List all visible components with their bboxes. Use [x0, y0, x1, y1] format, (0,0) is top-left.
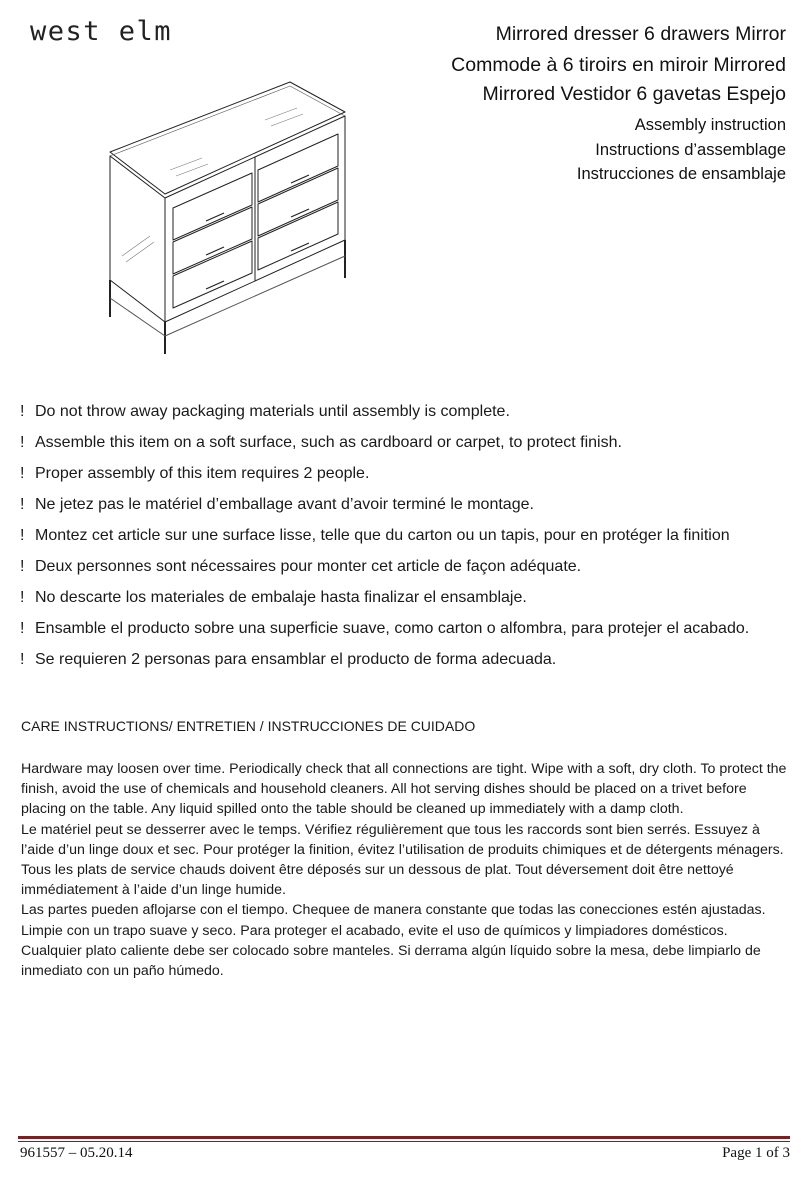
care-paragraph-es-2: Limpie con un trapo suave y seco. Para proteger el acabado, evite el uso de químicos y limpiadores domésticos. Cualquier plato caliente debe ser colocado sobre manteles. Si derrama algún líquido sobre la mesa, debe limpiarlo de inmediato con un paño húmedo. [21, 922, 761, 980]
warning-text: Proper assembly of this item requires 2 people. [35, 465, 370, 482]
care-paragraph-es-1: Las partes pueden aflojarse con el tiempo. Chequee de manera constante que todas las conecciones estén ajustadas. [21, 902, 766, 919]
warning-list [20, 396, 800, 675]
product-title-fr: Commode à 6 tiroirs en miroir Mirrored [451, 54, 786, 76]
warning-item [20, 613, 800, 644]
page-number: Page 1 of 3 [722, 1145, 790, 1161]
warning-text: Se requieren 2 personas para ensamblar el producto de forma adecuada. [35, 651, 557, 668]
product-title-es: Mirrored Vestidor 6 gavetas Espejo [482, 83, 786, 105]
warning-text: Ne jetez pas le matériel d’emballage avant d’avoir terminé le montage. [35, 496, 534, 513]
warning-item [20, 582, 800, 613]
warning-text: Assemble this item on a soft surface, such as cardboard or carpet, to protect finish. [35, 434, 622, 451]
care-paragraph-fr: Le matériel peut se desserrer avec le temps. Vérifiez régulièrement que tous les raccords sont bien serrés. Essuyez à l’aide d’un linge doux et sec. Pour protéger la finition, évitez l’utilisation de produits chimiques et de détergents ménagers. Tous les plats de service chauds doivent être déposés sur un dessous de plat. Tout déversement doit être nettoyé immédiatement à l’aide d’un linge humide. [21, 821, 784, 899]
product-title-en: Mirrored dresser 6 drawers Mirror [495, 23, 786, 45]
warning-text: Montez cet article sur une surface lisse, telle que du carton ou un tapis, pour en protéger la finition [35, 527, 730, 544]
warning-marker: ! [20, 589, 25, 606]
warning-item [20, 396, 800, 427]
care-heading: CARE INSTRUCTIONS/ ENTRETIEN / INSTRUCCIONES DE CUIDADO [21, 718, 476, 734]
warning-marker: ! [20, 527, 25, 544]
footer-divider-thin [18, 1141, 790, 1142]
document-code: 961557 – 05.20.14 [20, 1145, 133, 1161]
warning-item [20, 551, 800, 582]
subtitle-en: Assembly instruction [634, 116, 786, 134]
warning-text: Ensamble el producto sobre una superficie suave, como carton o alfombra, para protejer el acabado. [35, 620, 750, 637]
title-block [451, 20, 786, 187]
warning-marker: ! [20, 403, 25, 420]
warning-marker: ! [20, 434, 25, 451]
warning-item [20, 644, 800, 675]
brand-logo: west elm [30, 16, 173, 47]
warning-text: Deux personnes sont nécessaires pour monter cet article de façon adéquate. [35, 558, 582, 575]
warning-text: Do not throw away packaging materials until assembly is complete. [35, 403, 510, 420]
warning-item [20, 458, 800, 489]
warning-item [20, 427, 800, 458]
footer-divider [18, 1136, 790, 1139]
dresser-illustration [100, 72, 360, 362]
warning-marker: ! [20, 620, 25, 637]
warning-text: No descarte los materiales de embalaje hasta finalizar el ensamblaje. [35, 589, 527, 606]
warning-marker: ! [20, 651, 25, 668]
warning-marker: ! [20, 496, 25, 513]
warning-item [20, 489, 800, 520]
warning-item [20, 520, 800, 551]
care-instructions [21, 759, 789, 981]
subtitle-es: Instrucciones de ensamblaje [576, 165, 786, 183]
care-paragraph-en: Hardware may loosen over time. Periodically check that all connections are tight. Wipe with a soft, dry cloth. To protect the finish, avoid the use of chemicals and household cleaners. All hot serving dishes should be placed on a trivet before placing on the table. Any liquid spilled onto the table should be cleaned up immediately with a damp cloth. [21, 761, 787, 818]
subtitle-fr: Instructions d’assemblage [595, 140, 786, 159]
warning-marker: ! [20, 558, 25, 575]
warning-marker: ! [20, 465, 25, 482]
